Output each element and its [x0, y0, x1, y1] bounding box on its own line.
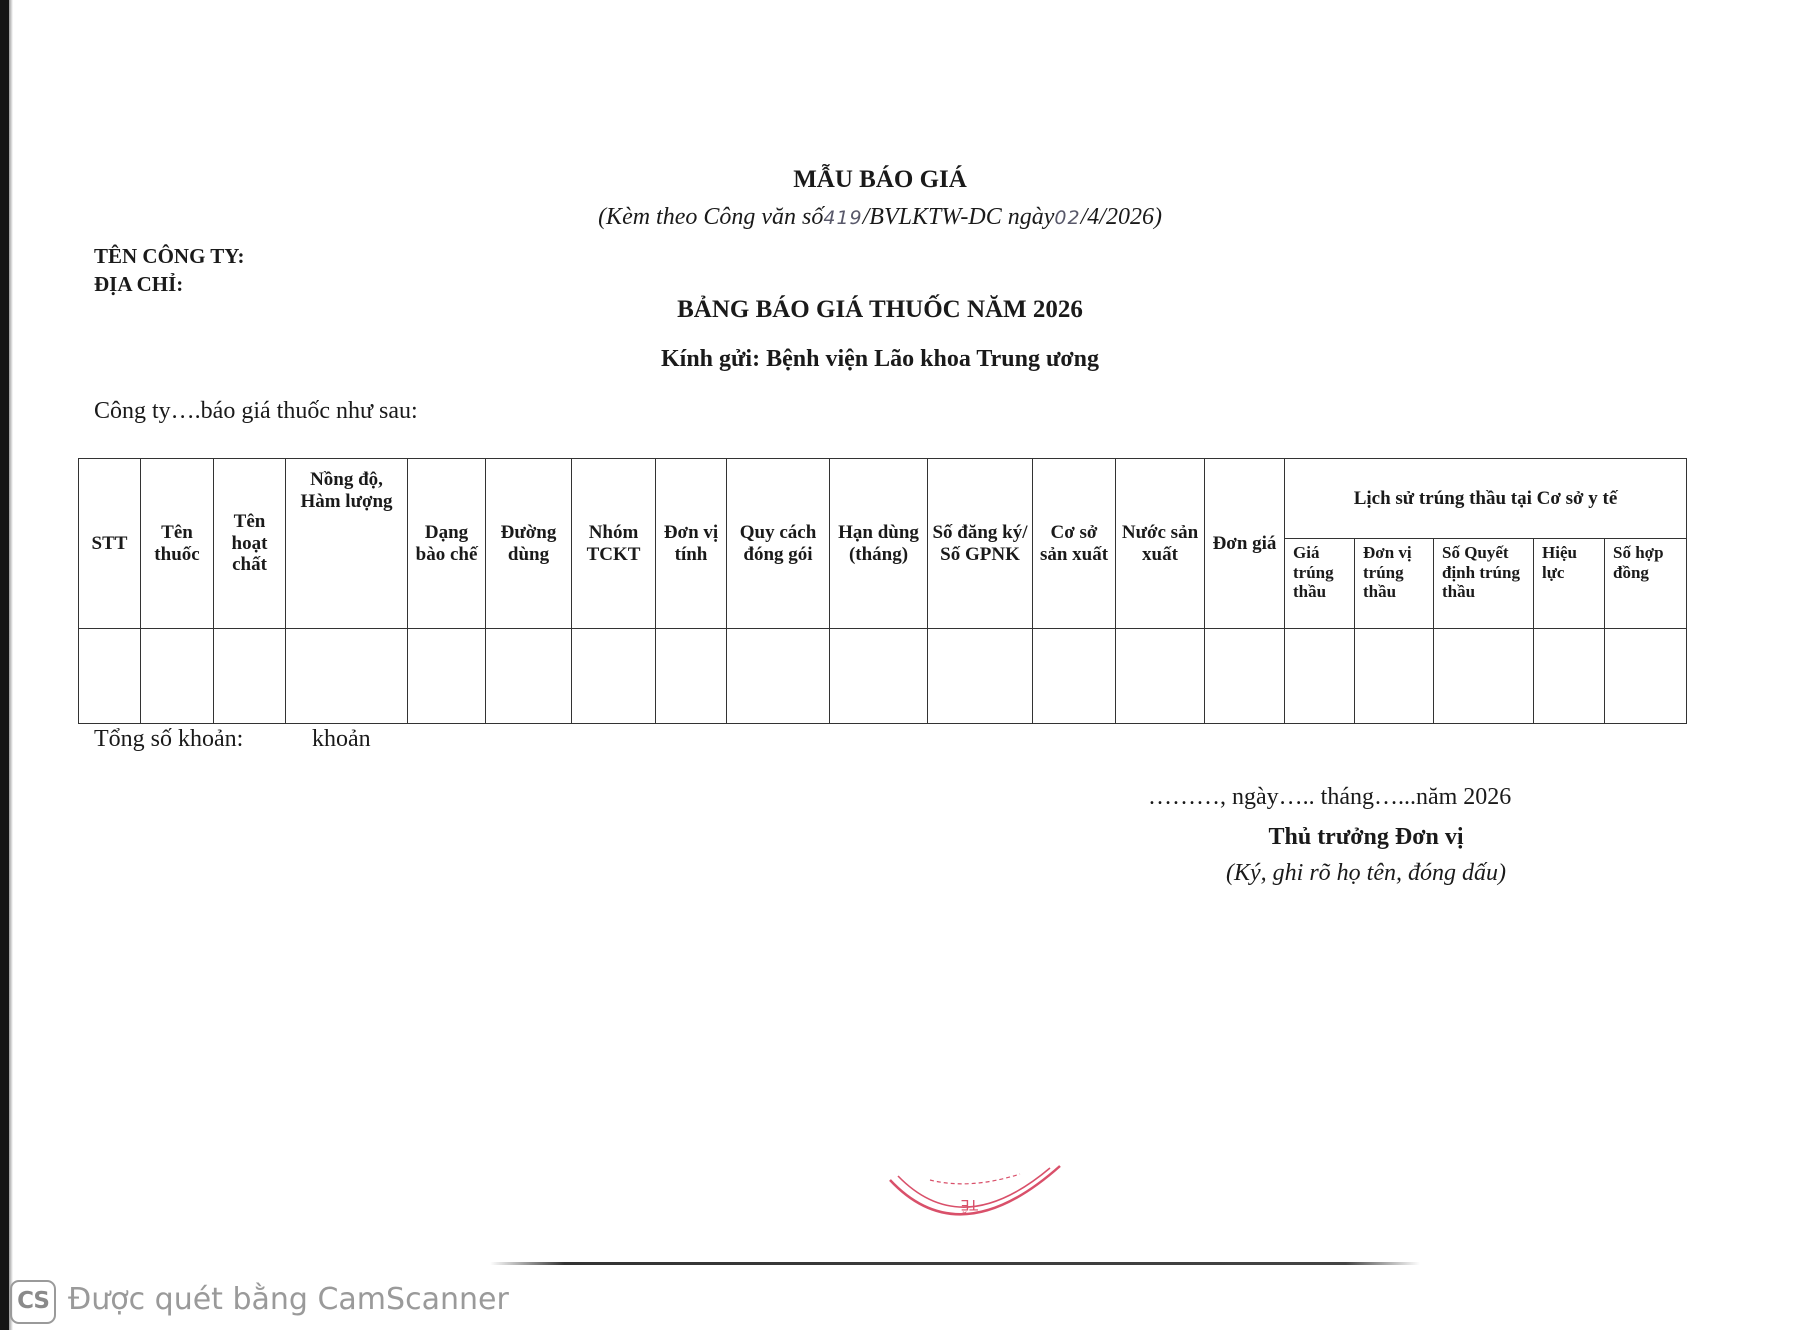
camscanner-watermark: Được quét bằng CamScanner	[68, 1282, 509, 1317]
table-row	[79, 629, 1687, 724]
signer-title: Thủ trưởng Đơn vị	[1268, 824, 1464, 850]
svg-text:TẾ: TẾ	[960, 1196, 978, 1212]
col-header: Hạn dùng (tháng)	[830, 459, 928, 629]
col-header: Nhóm TCKT	[572, 459, 656, 629]
table-cell[interactable]	[727, 629, 830, 724]
price-quote-table	[78, 458, 1687, 724]
signature-date-line: ………, ngày….. tháng…...năm 2026	[1148, 784, 1512, 810]
handwritten-day: 02	[1054, 207, 1081, 229]
table-cell[interactable]	[572, 629, 656, 724]
table-cell[interactable]	[1434, 629, 1534, 724]
table-cell[interactable]	[1355, 629, 1434, 724]
col-header: Nồng độ, Hàm lượng	[286, 459, 408, 629]
group-header-bid-history: Lịch sử trúng thầu tại Cơ sở y tế	[1285, 459, 1687, 539]
col-header: Số đăng ký/ Số GPNK	[928, 459, 1033, 629]
red-seal-stamp	[870, 1160, 1070, 1240]
col-header: Tên hoạt chất	[214, 459, 286, 629]
table-cell[interactable]	[1205, 629, 1285, 724]
table-cell[interactable]	[286, 629, 408, 724]
subtitle-mid: /BVLKTW-DC ngày	[862, 204, 1055, 230]
col-header: Cơ sở sản xuất	[1033, 459, 1116, 629]
signature-note: (Ký, ghi rõ họ tên, đóng dấu)	[1226, 860, 1506, 886]
sub-col-header: Hiệu lực	[1534, 539, 1605, 629]
col-header: STT	[79, 459, 141, 629]
col-header: Đơn vị tính	[656, 459, 727, 629]
table-cell[interactable]	[830, 629, 928, 724]
col-header: Đường dùng	[486, 459, 572, 629]
table-cell[interactable]	[486, 629, 572, 724]
bottom-rule	[490, 1262, 1420, 1265]
handwritten-doc-number: 419	[823, 207, 863, 229]
table-cell[interactable]	[408, 629, 486, 724]
table-cell[interactable]	[1605, 629, 1687, 724]
camscanner-logo-text: CS	[17, 1288, 49, 1314]
table-title: BẢNG BÁO GIÁ THUỐC NĂM 2026	[677, 296, 1083, 323]
subtitle-prefix: (Kèm theo Công văn số	[598, 204, 824, 230]
form-subtitle	[0, 204, 1760, 231]
col-header: Quy cách đóng gói	[727, 459, 830, 629]
total-items-unit: khoản	[312, 726, 371, 752]
table-cell[interactable]	[1033, 629, 1116, 724]
table-cell[interactable]	[141, 629, 214, 724]
table-cell[interactable]	[214, 629, 286, 724]
table-cell[interactable]	[928, 629, 1033, 724]
form-title: MẪU BÁO GIÁ	[793, 166, 967, 193]
table-cell[interactable]	[1534, 629, 1605, 724]
company-name-label: TÊN CÔNG TY:	[94, 244, 245, 268]
table-cell[interactable]	[79, 629, 141, 724]
subtitle-suffix: /4/2026)	[1080, 204, 1162, 230]
col-header: Nước sản xuất	[1116, 459, 1205, 629]
sub-col-header: Số Quyết định trúng thầu	[1434, 539, 1534, 629]
sub-col-header: Giá trúng thầu	[1285, 539, 1355, 629]
sub-col-header: Số hợp đồng	[1605, 539, 1687, 629]
col-header: Dạng bào chế	[408, 459, 486, 629]
table-cell[interactable]	[656, 629, 727, 724]
scan-edge-shadow	[9, 0, 13, 1330]
intro-text: Công ty….báo giá thuốc như sau:	[94, 398, 418, 424]
total-items-label: Tổng số khoản:	[94, 726, 244, 752]
table-cell[interactable]	[1285, 629, 1355, 724]
col-header: Đơn giá	[1205, 459, 1285, 629]
camscanner-logo	[10, 1280, 56, 1324]
company-address-label: ĐỊA CHỈ:	[94, 272, 184, 296]
sub-col-header: Đơn vị trúng thầu	[1355, 539, 1434, 629]
col-header: Tên thuốc	[141, 459, 214, 629]
recipient-line: Kính gửi: Bệnh viện Lão khoa Trung ương	[661, 346, 1099, 372]
table-cell[interactable]	[1116, 629, 1205, 724]
scan-left-edge	[0, 0, 9, 1330]
